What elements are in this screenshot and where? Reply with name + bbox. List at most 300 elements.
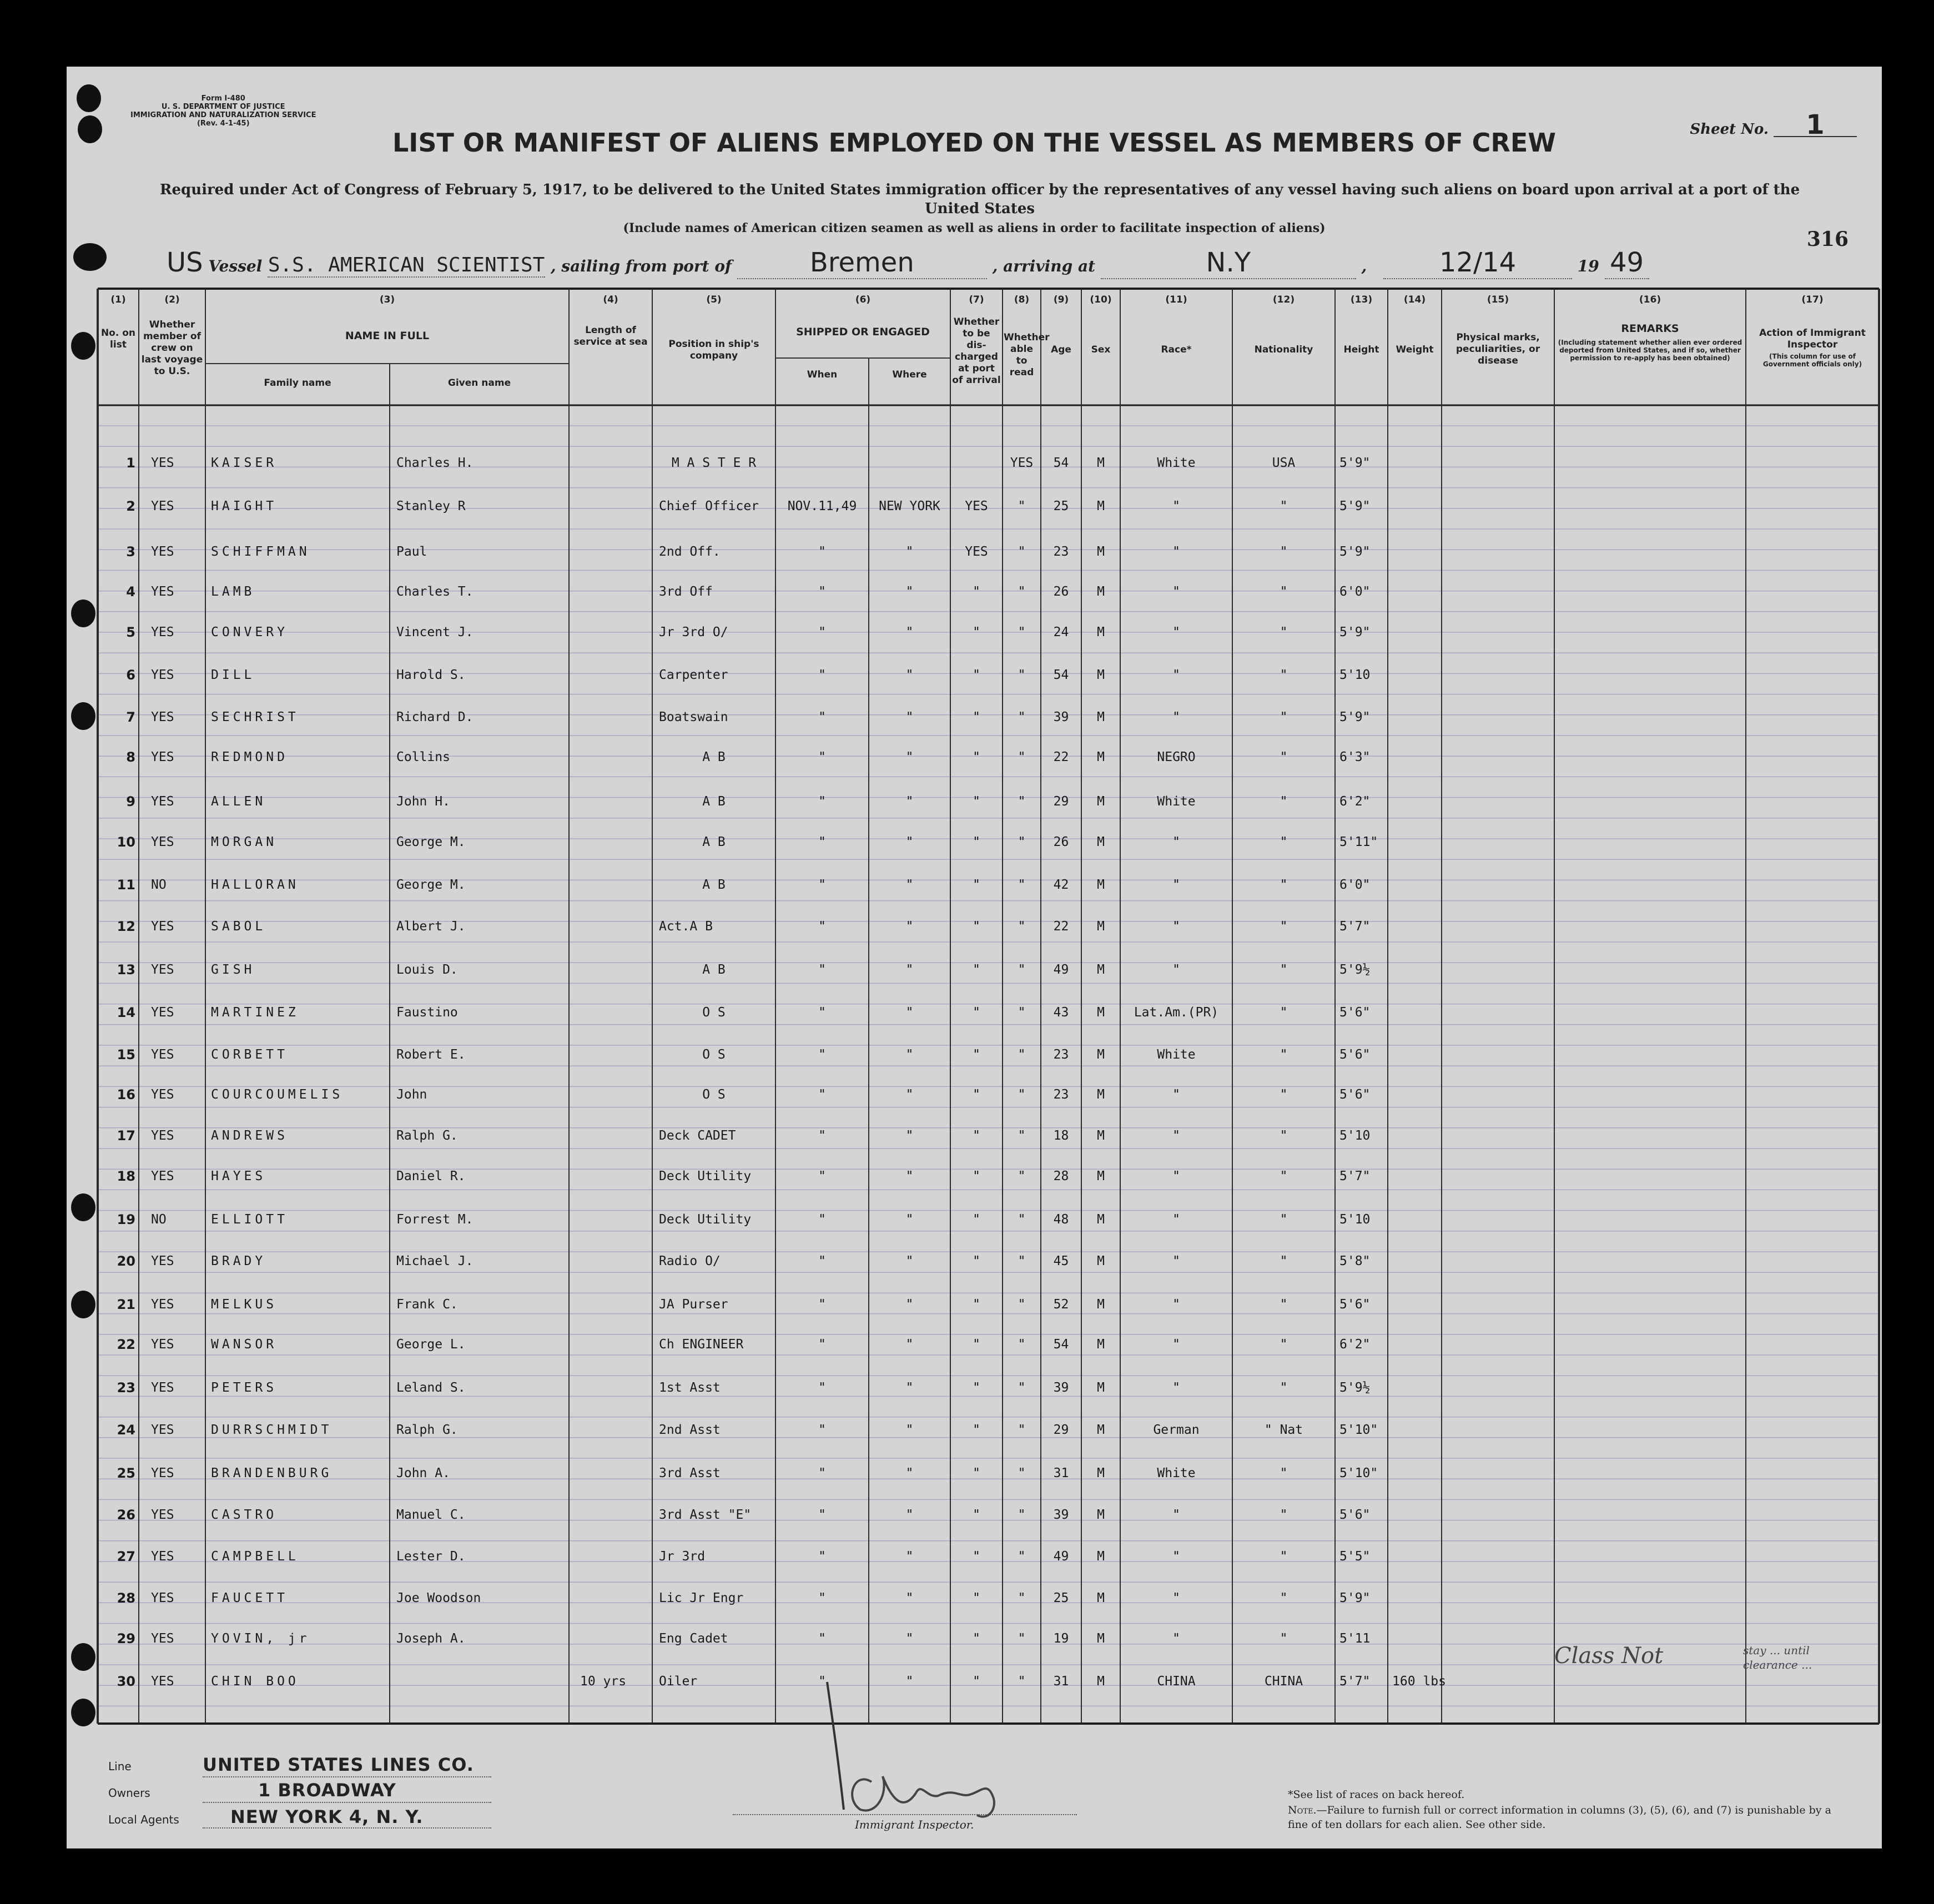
height: 5'7" xyxy=(1339,1169,1371,1183)
given-name: John A. xyxy=(396,1466,450,1480)
row-number: 2 xyxy=(126,498,135,514)
race: " xyxy=(1172,499,1180,513)
discharge-flag: " xyxy=(973,963,980,977)
shipped-where: " xyxy=(905,545,914,559)
shipped-when: " xyxy=(818,1047,826,1062)
discharge-flag: YES xyxy=(965,499,988,513)
position: Radio O/ xyxy=(659,1254,721,1268)
shipped-where: NEW YORK xyxy=(879,499,940,513)
column-number: (8) xyxy=(1014,294,1030,305)
given-name: Harold S. xyxy=(396,668,466,682)
vessel-name: S.S. AMERICAN SCIENTIST xyxy=(268,254,545,276)
races-note: *See list of races on back hereof. xyxy=(1288,1789,1465,1801)
shipped-where: " xyxy=(905,1381,914,1395)
member-last-voyage: YES xyxy=(151,1466,174,1480)
able-to-read: " xyxy=(1018,1254,1026,1268)
height: 5'7" xyxy=(1339,919,1371,934)
shipped-when: " xyxy=(818,1508,826,1522)
member-last-voyage: YES xyxy=(151,1254,174,1268)
row-number: 15 xyxy=(117,1047,135,1062)
shipped-where: " xyxy=(905,1549,914,1564)
header-discharged: Whether to be dis-charged at port of arrival xyxy=(952,316,1001,386)
family-name: GISH xyxy=(211,963,255,977)
column-number: (10) xyxy=(1090,294,1112,305)
header-height: Height xyxy=(1343,344,1379,355)
age: 19 xyxy=(1053,1631,1069,1646)
able-to-read: " xyxy=(1018,1591,1026,1605)
owners-rule xyxy=(203,1802,491,1803)
column-number: (12) xyxy=(1272,294,1295,305)
given-name: Joseph A. xyxy=(396,1631,466,1646)
family-name: SECHRIST xyxy=(211,710,299,724)
race: NEGRO xyxy=(1157,750,1196,764)
row-number: 29 xyxy=(117,1631,135,1646)
document-number: 316 xyxy=(1806,228,1849,251)
position: 3rd Asst xyxy=(659,1466,721,1480)
shipped-when: " xyxy=(818,545,826,559)
able-to-read: " xyxy=(1018,1169,1026,1183)
able-to-read: " xyxy=(1018,668,1026,682)
header-family-name: Family name xyxy=(264,377,331,389)
race: " xyxy=(1172,1212,1180,1227)
able-to-read: " xyxy=(1018,1087,1026,1102)
sex: M xyxy=(1097,1381,1105,1395)
height: 5'8" xyxy=(1339,1254,1371,1268)
shipped-where: " xyxy=(905,1591,914,1605)
family-name: KAISER xyxy=(211,456,278,470)
family-name: HAYES xyxy=(211,1169,266,1183)
member-last-voyage: YES xyxy=(151,456,174,470)
height: 5'9" xyxy=(1339,710,1371,724)
row-number: 8 xyxy=(126,749,135,765)
height: 5'5" xyxy=(1339,1549,1371,1564)
nationality: " xyxy=(1280,1169,1288,1183)
age: 28 xyxy=(1053,1169,1069,1183)
age: 23 xyxy=(1053,545,1069,559)
nationality: " xyxy=(1280,1254,1288,1268)
height: 5'9" xyxy=(1339,456,1371,470)
race: White xyxy=(1157,456,1196,470)
header-able-read: Whether able to read xyxy=(1004,332,1050,378)
column-number: (5) xyxy=(706,294,722,305)
age: 23 xyxy=(1053,1087,1069,1102)
height: 5'9½ xyxy=(1339,963,1371,977)
row-number: 25 xyxy=(117,1465,135,1481)
shipped-when: " xyxy=(818,1466,826,1480)
shipped-when: " xyxy=(818,1254,826,1268)
family-name: FAUCETT xyxy=(211,1591,288,1605)
height: 5'7" xyxy=(1339,1674,1371,1689)
height: 5'10" xyxy=(1339,1466,1378,1480)
able-to-read: " xyxy=(1018,710,1026,724)
discharge-flag: " xyxy=(973,794,980,809)
shipped-when: " xyxy=(818,585,826,599)
able-to-read: YES xyxy=(1010,456,1034,470)
given-name: Paul xyxy=(396,545,427,559)
family-name: MELKUS xyxy=(211,1297,278,1312)
age: 25 xyxy=(1053,499,1069,513)
given-name: Manuel C. xyxy=(396,1508,466,1522)
shipped-when: NOV.11,49 xyxy=(787,499,857,513)
nationality: " xyxy=(1280,919,1288,934)
column-number: (3) xyxy=(379,294,395,305)
age: 26 xyxy=(1053,835,1069,849)
position: 3rd Off xyxy=(659,585,713,599)
discharge-flag: " xyxy=(973,1254,980,1268)
shipped-when: " xyxy=(818,878,826,892)
member-last-voyage: YES xyxy=(151,750,174,764)
race: " xyxy=(1172,625,1180,639)
discharge-flag: YES xyxy=(965,545,988,559)
column-number: (13) xyxy=(1350,294,1373,305)
sex: M xyxy=(1097,625,1105,639)
age: 54 xyxy=(1053,1337,1069,1352)
row-number: 1 xyxy=(126,455,135,471)
member-last-voyage: NO xyxy=(151,1212,167,1227)
race: " xyxy=(1172,1591,1180,1605)
member-last-voyage: YES xyxy=(151,1423,174,1437)
member-last-voyage: YES xyxy=(151,1508,174,1522)
row-number: 24 xyxy=(117,1422,135,1438)
race: German xyxy=(1153,1423,1200,1437)
discharge-flag: " xyxy=(973,585,980,599)
nationality: " xyxy=(1280,1047,1288,1062)
row-number: 3 xyxy=(126,544,135,560)
nationality: CHINA xyxy=(1264,1674,1303,1689)
height: 5'10" xyxy=(1339,1423,1378,1437)
family-name: HALLORAN xyxy=(211,878,299,892)
discharge-flag: " xyxy=(973,878,980,892)
age: 29 xyxy=(1053,794,1069,809)
arrival-port: N.Y xyxy=(1101,247,1356,279)
nationality: " xyxy=(1280,835,1288,849)
discharge-flag: " xyxy=(973,1466,980,1480)
race: " xyxy=(1172,1337,1180,1352)
row-number: 21 xyxy=(117,1297,135,1312)
able-to-read: " xyxy=(1018,919,1026,934)
header-sex: Sex xyxy=(1091,344,1111,355)
form-id-line: IMMIGRATION AND NATURALIZATION SERVICE xyxy=(130,111,316,119)
shipped-where: " xyxy=(905,750,914,764)
race: White xyxy=(1157,1047,1196,1062)
able-to-read: " xyxy=(1018,1212,1026,1227)
header-position: Position in ship's company xyxy=(668,339,759,361)
shipped-where: " xyxy=(905,835,914,849)
nationality: " xyxy=(1280,1466,1288,1480)
header-where: Where xyxy=(892,369,927,380)
race: " xyxy=(1172,963,1180,977)
given-name: Richard D. xyxy=(396,710,474,724)
age: 39 xyxy=(1053,1508,1069,1522)
shipped-when: " xyxy=(818,625,826,639)
family-name: DURRSCHMIDT xyxy=(211,1423,333,1437)
discharge-flag: " xyxy=(973,1381,980,1395)
member-last-voyage: YES xyxy=(151,499,174,513)
shipped-where: " xyxy=(905,625,914,639)
given-name: Collins xyxy=(396,750,450,764)
discharge-flag: " xyxy=(973,710,980,724)
discharge-flag: " xyxy=(973,1047,980,1062)
member-last-voyage: YES xyxy=(151,1631,174,1646)
inspector-label: Immigrant Inspector. xyxy=(855,1818,974,1831)
shipped-where: " xyxy=(905,1212,914,1227)
discharge-flag: " xyxy=(973,919,980,934)
sex: M xyxy=(1097,456,1105,470)
nationality: " xyxy=(1280,878,1288,892)
race: White xyxy=(1157,794,1196,809)
agents-rule xyxy=(203,1827,491,1829)
action-annotation: stay ... until clearance ... xyxy=(1743,1644,1812,1671)
row-number: 5 xyxy=(126,624,135,640)
given-name: George M. xyxy=(396,835,466,849)
column-number: (9) xyxy=(1053,294,1069,305)
family-name: CORBETT xyxy=(211,1047,288,1062)
row-number: 23 xyxy=(117,1380,135,1396)
height: 5'9" xyxy=(1339,499,1371,513)
column-number: (6) xyxy=(855,294,871,305)
given-name: Stanley R xyxy=(396,499,466,513)
given-name: Forrest M. xyxy=(396,1212,474,1227)
age: 31 xyxy=(1053,1674,1069,1689)
age: 22 xyxy=(1053,750,1069,764)
given-name: Charles T. xyxy=(396,585,474,599)
member-last-voyage: YES xyxy=(151,1381,174,1395)
family-name: CONVERY xyxy=(211,625,288,639)
position: Jr 3rd xyxy=(659,1549,706,1564)
row-number: 30 xyxy=(117,1674,135,1689)
discharge-flag: " xyxy=(973,835,980,849)
age: 49 xyxy=(1053,963,1069,977)
shipped-when: " xyxy=(818,668,826,682)
row-number: 7 xyxy=(126,709,135,725)
able-to-read: " xyxy=(1018,963,1026,977)
header-shipped: SHIPPED OR ENGAGED xyxy=(796,326,930,338)
race: " xyxy=(1172,545,1180,559)
page-subtitle: Required under Act of Congress of February 5, 1917, to be delivered to the United States immigration officer by the representatives of any vessel having such aliens on board upon arrival at a port of the United States xyxy=(159,182,1800,217)
sheet-value: 1 xyxy=(1774,114,1857,137)
member-last-voyage: YES xyxy=(151,625,174,639)
given-name: Ralph G. xyxy=(396,1129,458,1143)
shipped-when: " xyxy=(818,1631,826,1646)
shipped-when: " xyxy=(818,1337,826,1352)
discharge-flag: " xyxy=(973,668,980,682)
nationality: " xyxy=(1280,1508,1288,1522)
position: JA Purser xyxy=(659,1297,728,1312)
vessel-prefix: US xyxy=(167,247,203,278)
race: " xyxy=(1172,919,1180,934)
sex: M xyxy=(1097,545,1105,559)
shipped-when: " xyxy=(818,1674,826,1689)
shipped-where: " xyxy=(905,668,914,682)
height: 5'6" xyxy=(1339,1508,1371,1522)
shipped-when: " xyxy=(818,1381,826,1395)
able-to-read: " xyxy=(1018,545,1026,559)
nationality: " Nat xyxy=(1264,1423,1303,1437)
header-remarks: REMARKS xyxy=(1621,323,1679,335)
height: 5'11 xyxy=(1339,1631,1371,1646)
age: 25 xyxy=(1053,1591,1069,1605)
member-last-voyage: YES xyxy=(151,668,174,682)
given-name: Frank C. xyxy=(396,1297,458,1312)
row-number: 12 xyxy=(117,919,135,934)
given-name: Michael J. xyxy=(396,1254,474,1268)
family-name: REDMOND xyxy=(211,750,288,764)
member-last-voyage: YES xyxy=(151,1297,174,1312)
header-length-service: Length of service at sea xyxy=(573,325,648,347)
sex: M xyxy=(1097,1297,1105,1312)
family-name: SABOL xyxy=(211,919,266,934)
shipped-where: " xyxy=(905,1129,914,1143)
height: 6'3" xyxy=(1339,750,1371,764)
position: Deck CADET xyxy=(659,1129,736,1143)
note-label: Note. xyxy=(1288,1804,1317,1816)
row-number: 27 xyxy=(117,1549,135,1564)
sex: M xyxy=(1097,750,1105,764)
height: 5'9" xyxy=(1339,1591,1371,1605)
able-to-read: " xyxy=(1018,1423,1026,1437)
family-name: CASTRO xyxy=(211,1508,278,1522)
race: " xyxy=(1172,585,1180,599)
header-given-name: Given name xyxy=(447,377,511,389)
height: 6'2" xyxy=(1339,1337,1371,1352)
position: Deck Utility xyxy=(659,1212,752,1227)
header-action: Action of Immigrant Inspector xyxy=(1759,328,1866,350)
sex: M xyxy=(1097,1631,1105,1646)
family-name: HAIGHT xyxy=(211,499,278,513)
race: " xyxy=(1172,1631,1180,1646)
age: 31 xyxy=(1053,1466,1069,1480)
owners-value: 1 BROADWAY xyxy=(258,1780,396,1801)
shipped-when: " xyxy=(818,835,826,849)
shipped-where: " xyxy=(905,1169,914,1183)
column-number: (17) xyxy=(1801,294,1824,305)
able-to-read: " xyxy=(1018,1005,1026,1020)
given-name: John xyxy=(396,1087,427,1102)
position: Boatswain xyxy=(659,710,728,724)
family-name: ELLIOTT xyxy=(211,1212,288,1227)
given-name: Joe Woodson xyxy=(396,1591,481,1605)
sex: M xyxy=(1097,1466,1105,1480)
sex: M xyxy=(1097,835,1105,849)
member-last-voyage: YES xyxy=(151,835,174,849)
race: CHINA xyxy=(1157,1674,1196,1689)
race: " xyxy=(1172,1129,1180,1143)
position: Ch ENGINEER xyxy=(659,1337,744,1352)
able-to-read: " xyxy=(1018,878,1026,892)
member-last-voyage: YES xyxy=(151,1169,174,1183)
shipped-when: " xyxy=(818,963,826,977)
row-number: 9 xyxy=(126,794,135,809)
shipped-when: " xyxy=(818,1423,826,1437)
given-name: Albert J. xyxy=(396,919,466,934)
shipped-where: " xyxy=(905,1047,914,1062)
able-to-read: " xyxy=(1018,625,1026,639)
nationality: " xyxy=(1280,1591,1288,1605)
height: 5'6" xyxy=(1339,1297,1371,1312)
age: 22 xyxy=(1053,919,1069,934)
sex: M xyxy=(1097,668,1105,682)
member-last-voyage: YES xyxy=(151,1591,174,1605)
sailing-label: , sailing from port of xyxy=(550,257,732,275)
age: 39 xyxy=(1053,710,1069,724)
race: " xyxy=(1172,1169,1180,1183)
inspector-signature xyxy=(810,1676,1044,1826)
discharge-flag: " xyxy=(973,1549,980,1564)
member-last-voyage: YES xyxy=(151,545,174,559)
given-name: Lester D. xyxy=(396,1549,466,1564)
shipped-when: " xyxy=(818,1212,826,1227)
given-name: Charles H. xyxy=(396,456,474,470)
family-name: ANDREWS xyxy=(211,1129,288,1143)
age: 42 xyxy=(1053,878,1069,892)
sex: M xyxy=(1097,963,1105,977)
nationality: " xyxy=(1280,499,1288,513)
given-name: Robert E. xyxy=(396,1047,466,1062)
shipped-where: " xyxy=(905,1508,914,1522)
column-number: (2) xyxy=(164,294,180,305)
shipped-where: " xyxy=(905,1087,914,1102)
row-number: 28 xyxy=(117,1590,135,1606)
member-last-voyage: YES xyxy=(151,710,174,724)
arrival-date: 12/14 xyxy=(1383,247,1572,279)
given-name: Faustino xyxy=(396,1005,458,1020)
sex: M xyxy=(1097,1254,1105,1268)
row-number: 18 xyxy=(117,1168,135,1184)
row-number: 6 xyxy=(126,667,135,683)
header-remarks-sub: (Including statement whether alien ever ordered deported from United States, and if so, whether permission to re-apply has been obtained) xyxy=(1558,339,1742,362)
position: O S xyxy=(702,1047,726,1062)
discharge-flag: " xyxy=(973,750,980,764)
discharge-flag: " xyxy=(973,1087,980,1102)
age: 52 xyxy=(1053,1297,1069,1312)
page-note: (Include names of American citizen seamen as well as aliens in order to facilitate inspection of aliens) xyxy=(623,221,1326,235)
position: Deck Utility xyxy=(659,1169,752,1183)
family-name: WANSOR xyxy=(211,1337,278,1352)
page-title: LIST OR MANIFEST OF ALIENS EMPLOYED ON THE VESSEL AS MEMBERS OF CREW xyxy=(392,128,1556,158)
position: A B xyxy=(702,750,726,764)
able-to-read: " xyxy=(1018,1674,1026,1689)
column-number: (15) xyxy=(1487,294,1509,305)
year-prefix: 19 xyxy=(1577,257,1599,275)
shipped-where: " xyxy=(905,1674,914,1689)
race: " xyxy=(1172,1297,1180,1312)
header-nationality: Nationality xyxy=(1254,344,1313,355)
footer-line xyxy=(108,1760,132,1773)
member-last-voyage: YES xyxy=(151,1337,174,1352)
sex: M xyxy=(1097,1674,1105,1689)
position: Jr 3rd O/ xyxy=(659,625,728,639)
member-last-voyage: YES xyxy=(151,585,174,599)
sex: M xyxy=(1097,1423,1105,1437)
age: 48 xyxy=(1053,1212,1069,1227)
family-name: SCHIFFMAN xyxy=(211,545,310,559)
discharge-flag: " xyxy=(973,1591,980,1605)
weight: 160 lbs xyxy=(1392,1674,1446,1689)
nationality: " xyxy=(1280,625,1288,639)
row-number: 22 xyxy=(117,1337,135,1352)
shipped-where: " xyxy=(905,878,914,892)
shipped-when: " xyxy=(818,750,826,764)
given-name: Ralph G. xyxy=(396,1423,458,1437)
height: 5'9" xyxy=(1339,545,1371,559)
line-value: UNITED STATES LINES CO. xyxy=(203,1754,474,1775)
row-number: 20 xyxy=(117,1253,135,1269)
height: 5'6" xyxy=(1339,1047,1371,1062)
header-no-on-list: No. on list xyxy=(100,328,136,350)
nationality: " xyxy=(1280,1087,1288,1102)
member-last-voyage: YES xyxy=(151,794,174,809)
family-name: YOVIN, jr xyxy=(211,1631,310,1646)
